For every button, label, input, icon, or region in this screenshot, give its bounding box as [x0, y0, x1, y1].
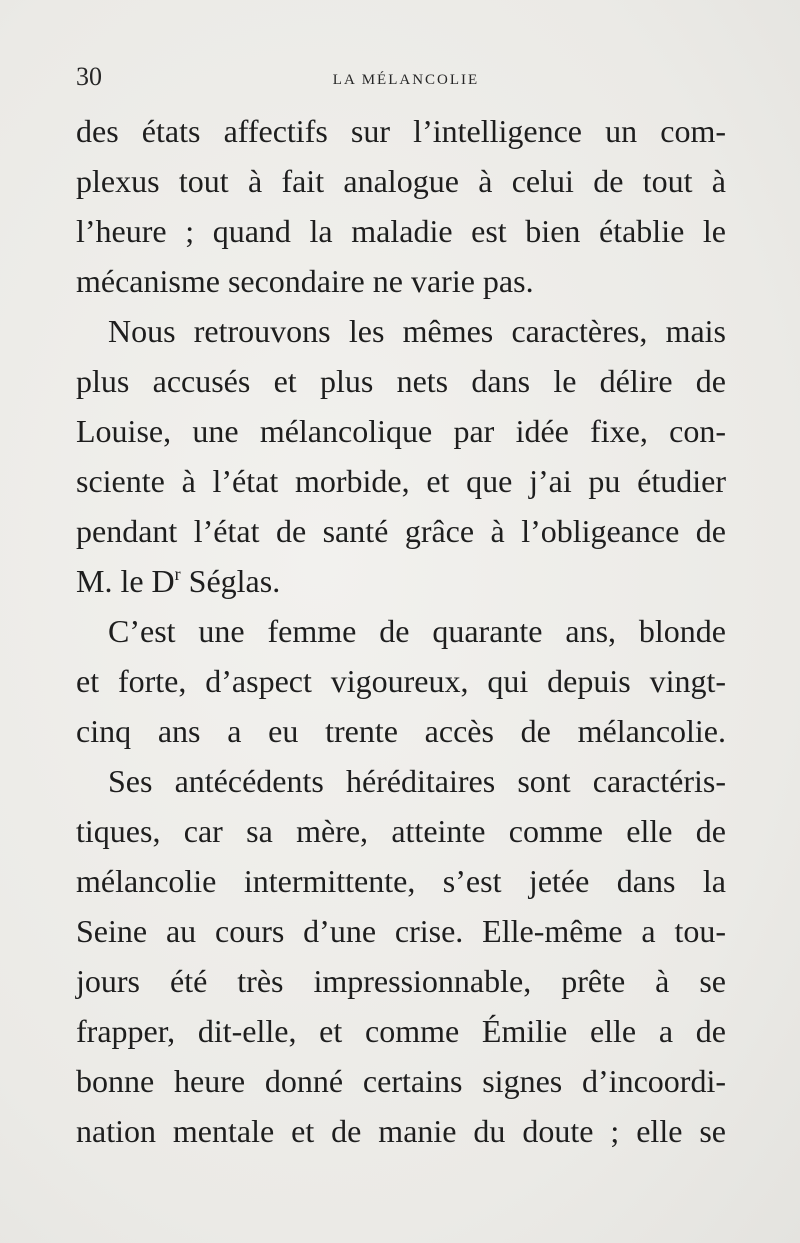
text-line: frapper, dit-elle, et comme Émilie elle a de	[76, 1013, 726, 1049]
text-line: Nous retrouvons les mêmes caractères, mais	[108, 313, 726, 349]
text-line: nation mentale et de manie du doute ; elle se	[76, 1113, 726, 1149]
page-number: 30	[76, 62, 102, 91]
text-line-with-superscript	[76, 556, 726, 606]
text-line: bonne heure donné certains signes d’incoordi-	[76, 1063, 726, 1099]
text-line: pendant l’état de santé grâce à l’obligeance de	[76, 513, 726, 549]
line-text-after: Séglas.	[180, 563, 281, 599]
text-line: sciente à l’état morbide, et que j’ai pu étudier	[76, 463, 726, 499]
text-line: plus accusés et plus nets dans le délire de	[76, 363, 726, 399]
superscript-r: r	[174, 564, 181, 584]
text-line: jours été très impressionnable, prête à se	[76, 963, 726, 999]
line-text-before: M. le D	[76, 563, 175, 599]
text-line: cinq ans a eu trente accès de mélancolie.	[76, 713, 726, 749]
text-line: plexus tout à fait analogue à celui de tout à	[76, 163, 726, 199]
text-line: mécanisme secondaire ne varie pas.	[76, 263, 534, 299]
text-line: Ses antécédents héréditaires sont caractéris-	[108, 763, 726, 799]
text-line: mélancolie intermittente, s’est jetée dans la	[76, 863, 726, 899]
text-line: des états affectifs sur l’intelligence un com-	[76, 113, 726, 149]
text-line: tiques, car sa mère, atteinte comme elle de	[76, 813, 726, 849]
text-line: C’est une femme de quarante ans, blonde	[108, 613, 726, 649]
running-head: LA MÉLANCOLIE	[332, 72, 480, 88]
body-text	[76, 106, 726, 1156]
text-line: Louise, une mélancolique par idée fixe, con-	[76, 413, 726, 449]
text-line: l’heure ; quand la maladie est bien établie le	[76, 213, 726, 249]
text-line: et forte, d’aspect vigoureux, qui depuis vingt-	[76, 663, 726, 699]
text-line: Seine au cours d’une crise. Elle-même a tou-	[76, 913, 726, 949]
page-header	[76, 62, 726, 92]
